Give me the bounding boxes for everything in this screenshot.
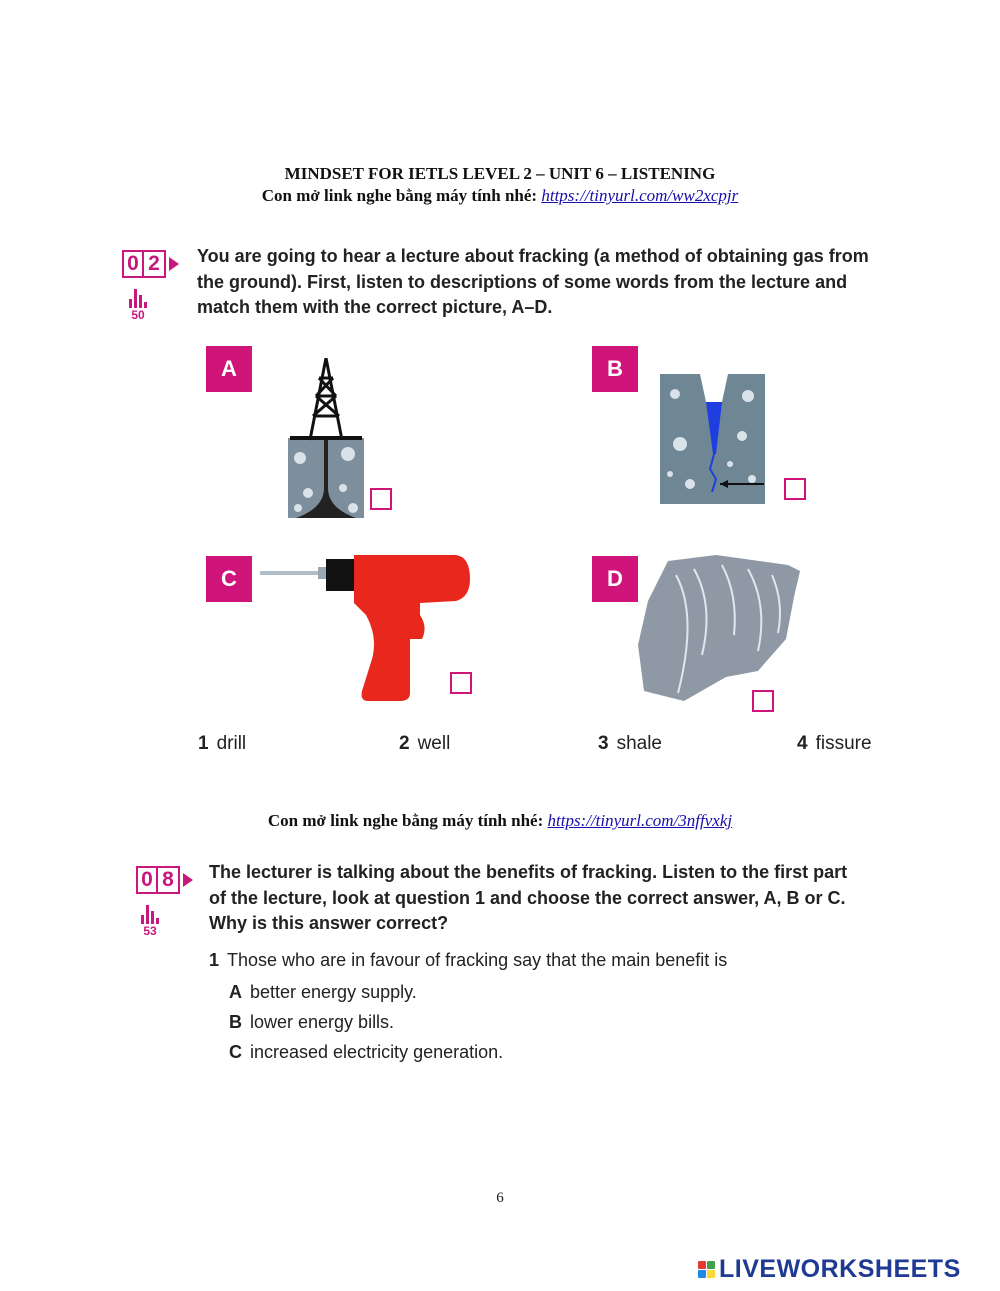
instruction-line: Why is this answer correct? (209, 913, 449, 933)
instruction-line: match them with the correct picture, A–D. (197, 297, 553, 317)
option-c[interactable] (229, 1042, 503, 1063)
option-text: increased electricity generation. (250, 1042, 504, 1062)
word-number: 1 (198, 733, 209, 754)
word-text: well (417, 733, 451, 754)
word-text: shale (616, 733, 662, 754)
oil-well-icon (288, 358, 364, 518)
play-arrow-icon (169, 257, 179, 271)
answer-checkbox-a[interactable] (370, 488, 392, 510)
track-badge-02 (122, 250, 179, 278)
option-b[interactable] (229, 1012, 394, 1033)
play-arrow-icon (183, 873, 193, 887)
instruction-line: the ground). First, listen to descriptions of some words from the lecture and (197, 271, 848, 292)
logo-grid-icon (698, 1261, 715, 1278)
audio-link-1[interactable]: https://tinyurl.com/ww2xcpjr (541, 186, 739, 205)
answer-checkbox-c[interactable] (450, 672, 472, 694)
option-text: lower energy bills. (250, 1012, 395, 1032)
audio-track-53 (138, 904, 162, 938)
option-letter: B (229, 1012, 242, 1032)
audio-bars-icon (138, 904, 162, 924)
track-digit: 0 (122, 250, 144, 278)
question-number: 1 (209, 950, 220, 970)
option-text: better energy supply. (250, 982, 417, 1002)
picture-label-a: A (206, 346, 252, 392)
word-text: fissure (815, 733, 872, 754)
liveworksheets-logo (698, 1255, 961, 1284)
audio-link-2[interactable]: https://tinyurl.com/3nffvxkj (547, 811, 733, 830)
exercise-1-instruction (197, 244, 869, 321)
option-letter: C (229, 1042, 242, 1062)
audio-number: 53 (143, 924, 157, 938)
option-letter: A (229, 982, 242, 1002)
picture-label-c: C (206, 556, 252, 602)
word-number: 2 (399, 733, 410, 754)
drill-icon (260, 553, 470, 701)
exercise-2-instruction (209, 860, 847, 937)
word-number: 3 (598, 733, 609, 754)
instruction-line: You are going to hear a lecture about fracking (a method of obtaining gas from (197, 246, 869, 266)
word-item-2 (399, 733, 450, 755)
question-text: Those who are in favour of fracking say that the main benefit is (227, 950, 728, 970)
audio-track-50 (126, 288, 150, 322)
word-item-3 (598, 733, 662, 755)
answer-checkbox-d[interactable] (752, 690, 774, 712)
picture-label-d: D (592, 556, 638, 602)
instruction-line: The lecturer is talking about the benefits of fracking. Listen to the first part (209, 862, 848, 882)
track-badge-08 (136, 866, 193, 894)
listening-link-line-1 (0, 185, 1000, 207)
listening-link-line-2 (0, 811, 1000, 831)
shale-rock-icon (638, 555, 802, 703)
track-digit: 8 (158, 866, 180, 894)
answer-checkbox-b[interactable] (784, 478, 806, 500)
instruction-line: of the lecture, look at question 1 and choose the correct answer, A, B or C. (209, 887, 846, 908)
brand-name: LIVEWORKSHEETS (719, 1255, 961, 1283)
rock-fissure-icon (660, 374, 765, 504)
track-digit: 0 (136, 866, 158, 894)
link-prompt: Con mở link nghe bằng máy tính nhé: (261, 186, 538, 205)
audio-number: 50 (131, 308, 145, 322)
question-1 (209, 950, 727, 971)
word-item-4 (797, 733, 872, 755)
word-text: drill (216, 733, 247, 754)
page-title: MINDSET FOR IETLS LEVEL 2 – UNIT 6 – LISTENING (284, 164, 716, 183)
word-number: 4 (797, 733, 808, 754)
track-digit: 2 (144, 250, 166, 278)
page-number: 6 (496, 1190, 504, 1206)
word-item-1 (198, 733, 246, 755)
page-header (0, 163, 1000, 207)
audio-bars-icon (126, 288, 150, 308)
picture-label-b: B (592, 346, 638, 392)
link-prompt: Con mở link nghe bằng máy tính nhé: (267, 811, 544, 830)
option-a[interactable] (229, 982, 417, 1003)
